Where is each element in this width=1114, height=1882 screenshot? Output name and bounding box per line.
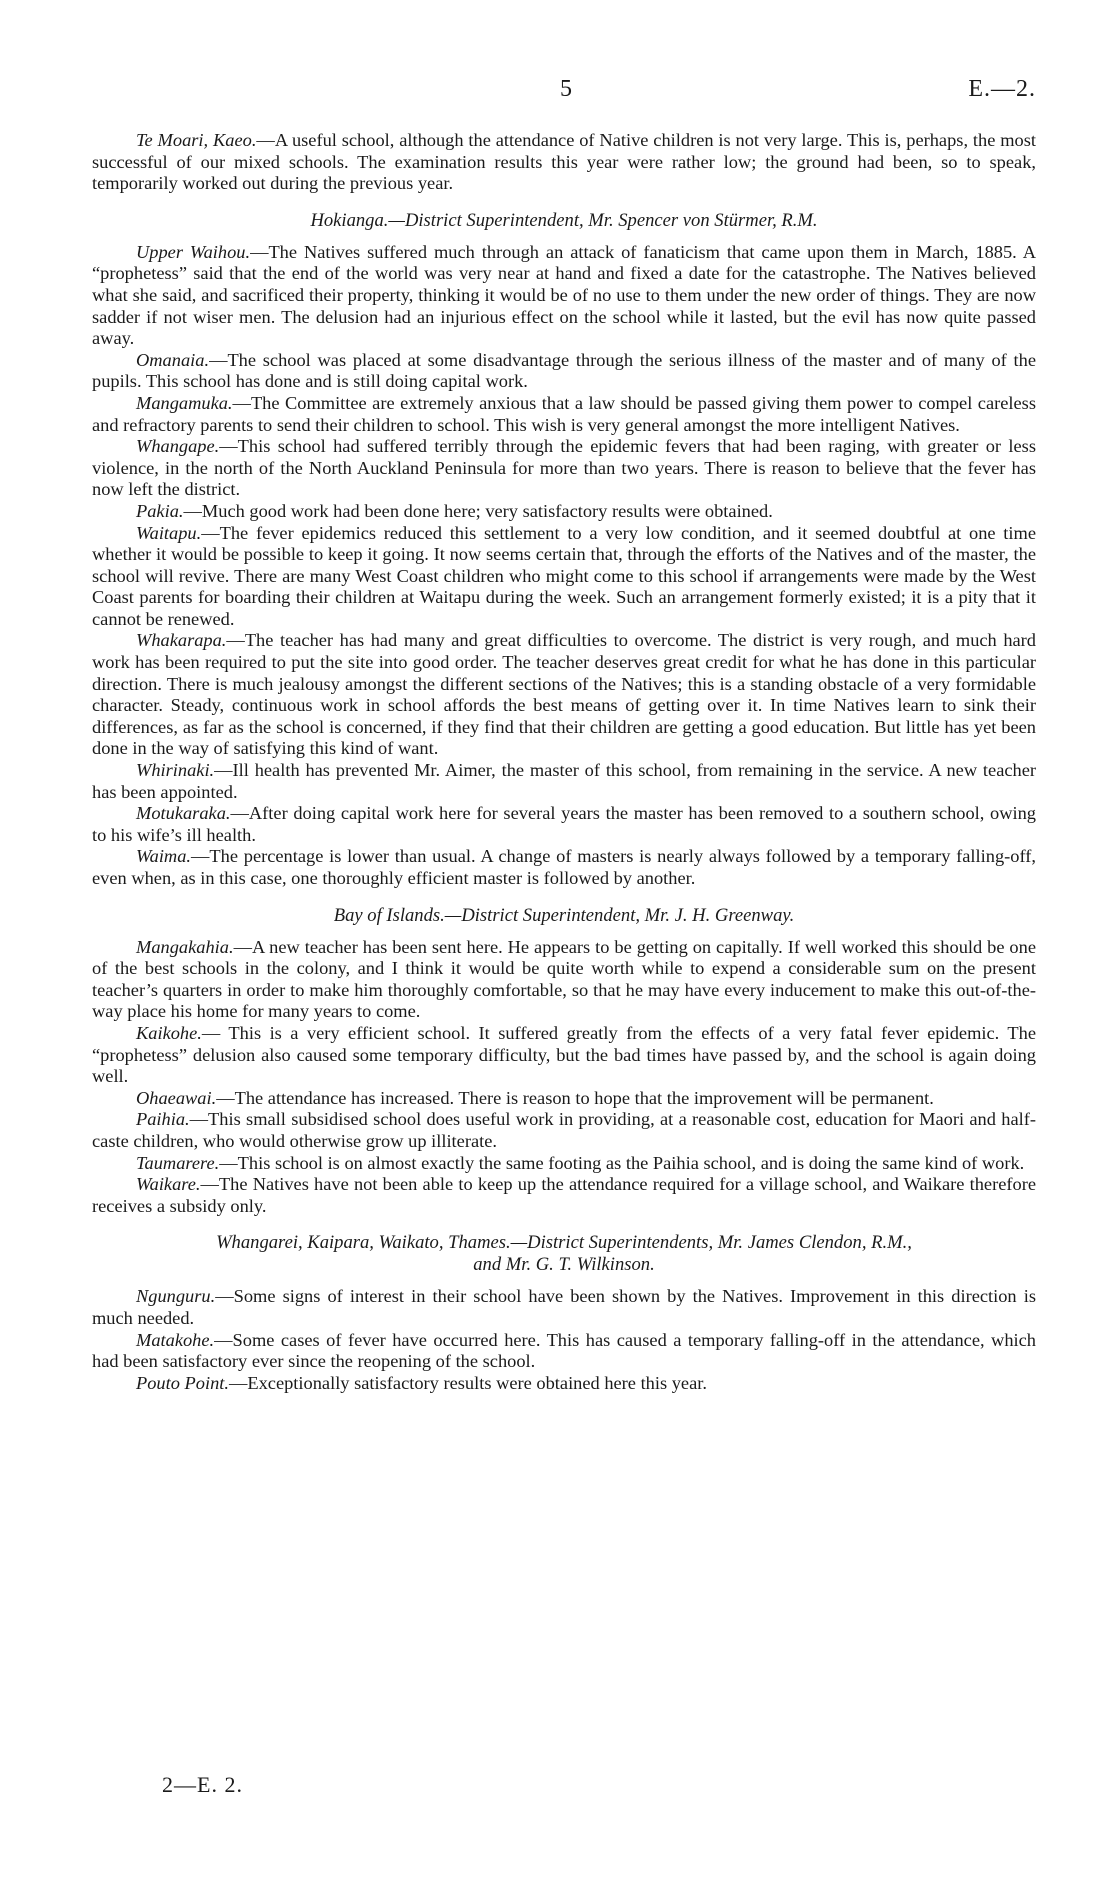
district-heading-line: Whangarei, Kaipara, Waikato, Thames.—District Superintendents, Mr. James Clendon, R.M., — [216, 1232, 912, 1254]
school-name: Paihia. — [136, 1109, 190, 1130]
district-heading-line: Hokianga.—District Superintendent, Mr. Spencer von Stürmer, R.M. — [310, 209, 818, 231]
school-paragraph — [92, 937, 1036, 1023]
district-heading-line: Bay of Islands.—District Superintendent, Mr. J. H. Greenway. — [333, 904, 795, 926]
school-name: Pakia. — [136, 500, 184, 521]
school-name: Kaikohe. — [136, 1022, 202, 1043]
page-header — [0, 76, 1114, 110]
school-paragraph — [92, 350, 1036, 393]
report-section — [92, 905, 1036, 1218]
school-paragraph — [92, 846, 1036, 889]
school-name: Matakohe. — [136, 1329, 215, 1350]
district-heading — [92, 905, 1036, 927]
school-report-text: —This school is on almost exactly the same footing as the Paihia school, and is doing the same kind of work. — [219, 1152, 1025, 1173]
school-name: Mangamuka. — [136, 392, 233, 413]
school-name: Ohaeawai. — [136, 1087, 217, 1108]
school-report-text: —After doing capital work here for several years the master has been removed to a southern school, owing to his wife’s ill health. — [92, 803, 1036, 845]
school-report-text: —Some signs of interest in their school have been shown by the Natives. Improvement in this direction is much needed. — [92, 1286, 1036, 1328]
school-paragraph — [92, 393, 1036, 436]
school-report-text: —The Natives have not been able to keep up the attendance required for a village school, and Waikare therefore receives a subsidy only. — [92, 1174, 1036, 1216]
school-report-text: —A useful school, although the attendance of Native children is not very large. This is, perhaps, the most successful of our mixed schools. The examination results this year were rather low; the ground had been, so to speak, temporarily worked out during the previous year. — [92, 130, 1036, 194]
school-paragraph — [92, 1330, 1036, 1373]
school-name: Upper Waihou. — [136, 241, 251, 262]
school-report-text: —The teacher has had many and great difficulties to overcome. The district is very rough, and much hard work has been required to put the site into good order. The teacher deserves great credit for what he has done in this particular direction. There is much jealousy amongst the different sections of the Natives; this is a standing obstacle of a very formidable character. Steady, continuous work in school affords the best means of getting over it. In time Natives learn to sink their differences, as far as the school is concerned, if they find that their children are getting a good education. But little has yet been done in the way of satisfying this kind of want. — [92, 630, 1036, 759]
school-name: Motukaraka. — [136, 803, 231, 824]
school-name: Whakarapa. — [136, 630, 227, 651]
school-name: Whangape. — [136, 436, 220, 457]
school-paragraph — [92, 1153, 1036, 1175]
school-paragraph — [92, 630, 1036, 760]
school-report-text: —Some cases of fever have occurred here. This has caused a temporary falling-off in the attendance, which had been satisfactory ever since the reopening of the school. — [92, 1329, 1036, 1372]
school-paragraph — [92, 1286, 1036, 1329]
school-name: Mangakahia. — [136, 936, 234, 957]
school-report-text: —Much good work had been done here; very satisfactory results were obtained. — [183, 500, 773, 521]
school-paragraph — [92, 130, 1036, 195]
school-paragraph — [92, 1109, 1036, 1152]
page-number: 5 — [560, 76, 572, 102]
school-report-text: —The Committee are extremely anxious that a law should be passed giving them power to compel careless and refractory parents to send their children to school. This wish is very general amongst the more intelligent Natives. — [92, 392, 1036, 435]
school-paragraph — [92, 1174, 1036, 1217]
school-report-text: —The Natives suffered much through an attack of fanaticism that came upon them in March, 1885. A “prophetess” said that the end of the world was very near at hand and fixed a date for the catastrophe. The Natives believed what she said, and sacrificed their property, thinking it would be of no use to them under the new order of things. They are now sadder if not wiser men. The delusion had an injurious effect on the school while it lasted, but the evil has now quite passed away. — [92, 241, 1036, 349]
school-name: Waikare. — [136, 1174, 201, 1195]
report-section — [92, 210, 1036, 890]
school-report-text: —This school had suffered terribly through the epidemic fevers that had been raging, with greater or less violence, in the north of the North Auckland Peninsula for more than two years. There is reason to believe that the fever has now left the district. — [92, 436, 1036, 500]
school-report-text: —The fever epidemics reduced this settlement to a very low condition, and it seemed doubtful at one time whether it would be possible to keep it going. It now seems certain that, through the efforts of the Natives and of the master, the school will revive. There are many West Coast children who might come to this school if arrangements were made by the West Coast parents for boarding their children at Waitapu during the week. Such an arrangement formerly existed; it is a pity that it cannot be renewed. — [92, 522, 1036, 629]
school-report-text: —This small subsidised school does useful work in providing, at a reasonable cost, education for Maori and half-caste children, who would otherwise grow up illiterate. — [92, 1109, 1036, 1151]
document-code: E.—2. — [968, 76, 1036, 102]
school-paragraph — [92, 501, 1036, 523]
school-paragraph — [92, 523, 1036, 631]
district-heading-line: and Mr. G. T. Wilkinson. — [473, 1254, 655, 1276]
report-body — [92, 130, 1036, 1394]
school-report-text: —The percentage is lower than usual. A change of masters is nearly always followed by a temporary falling-off, even when, as in this case, one thoroughly efficient master is followed by another. — [92, 846, 1036, 888]
school-name: Ngunguru. — [136, 1286, 216, 1307]
school-paragraph — [92, 1373, 1036, 1395]
school-report-text: — This is a very efficient school. It suffered greatly from the effects of a very fatal fever epidemic. The “prophetess” delusion also caused some temporary difficulty, but the bad times have passed by, and the school is again doing well. — [92, 1022, 1036, 1087]
school-report-text: —The attendance has increased. There is reason to hope that the improvement will be permanent. — [216, 1087, 934, 1108]
report-section — [92, 130, 1036, 195]
school-paragraph — [92, 436, 1036, 501]
school-paragraph — [92, 1023, 1036, 1088]
school-name: Te Moari, Kaeo. — [136, 130, 257, 150]
school-paragraph — [92, 760, 1036, 803]
school-name: Waima. — [136, 846, 192, 867]
school-report-text: —A new teacher has been sent here. He appears to be getting on capitally. If well worked this should be one of the best schools in the colony, and I think it would be quite worth while to expend a considerable sum on the present teacher’s quarters in order to make him thoroughly comfortable, so that he may have every inducement to make this out-of-the-way place his home for many years to come. — [92, 936, 1036, 1022]
school-name: Taumarere. — [136, 1152, 220, 1173]
school-report-text: —Exceptionally satisfactory results were obtained here this year. — [228, 1372, 707, 1393]
signature-mark: 2—E. 2. — [162, 1772, 243, 1797]
school-name: Waitapu. — [136, 522, 202, 543]
school-name: Omanaia. — [136, 349, 210, 370]
school-report-text: —Ill health has prevented Mr. Aimer, the master of this school, from remaining in the service. A new teacher has been appointed. — [92, 760, 1036, 802]
school-report-text: —The school was placed at some disadvantage through the serious illness of the master and of many of the pupils. This school has done and is still doing capital work. — [92, 349, 1036, 392]
report-section — [92, 1232, 1036, 1394]
district-heading — [92, 210, 1036, 232]
school-name: Pouto Point. — [136, 1372, 229, 1393]
school-paragraph — [92, 1088, 1036, 1110]
district-heading — [92, 1232, 1036, 1276]
school-paragraph — [92, 242, 1036, 350]
school-name: Whirinaki. — [136, 760, 215, 781]
school-paragraph — [92, 803, 1036, 846]
